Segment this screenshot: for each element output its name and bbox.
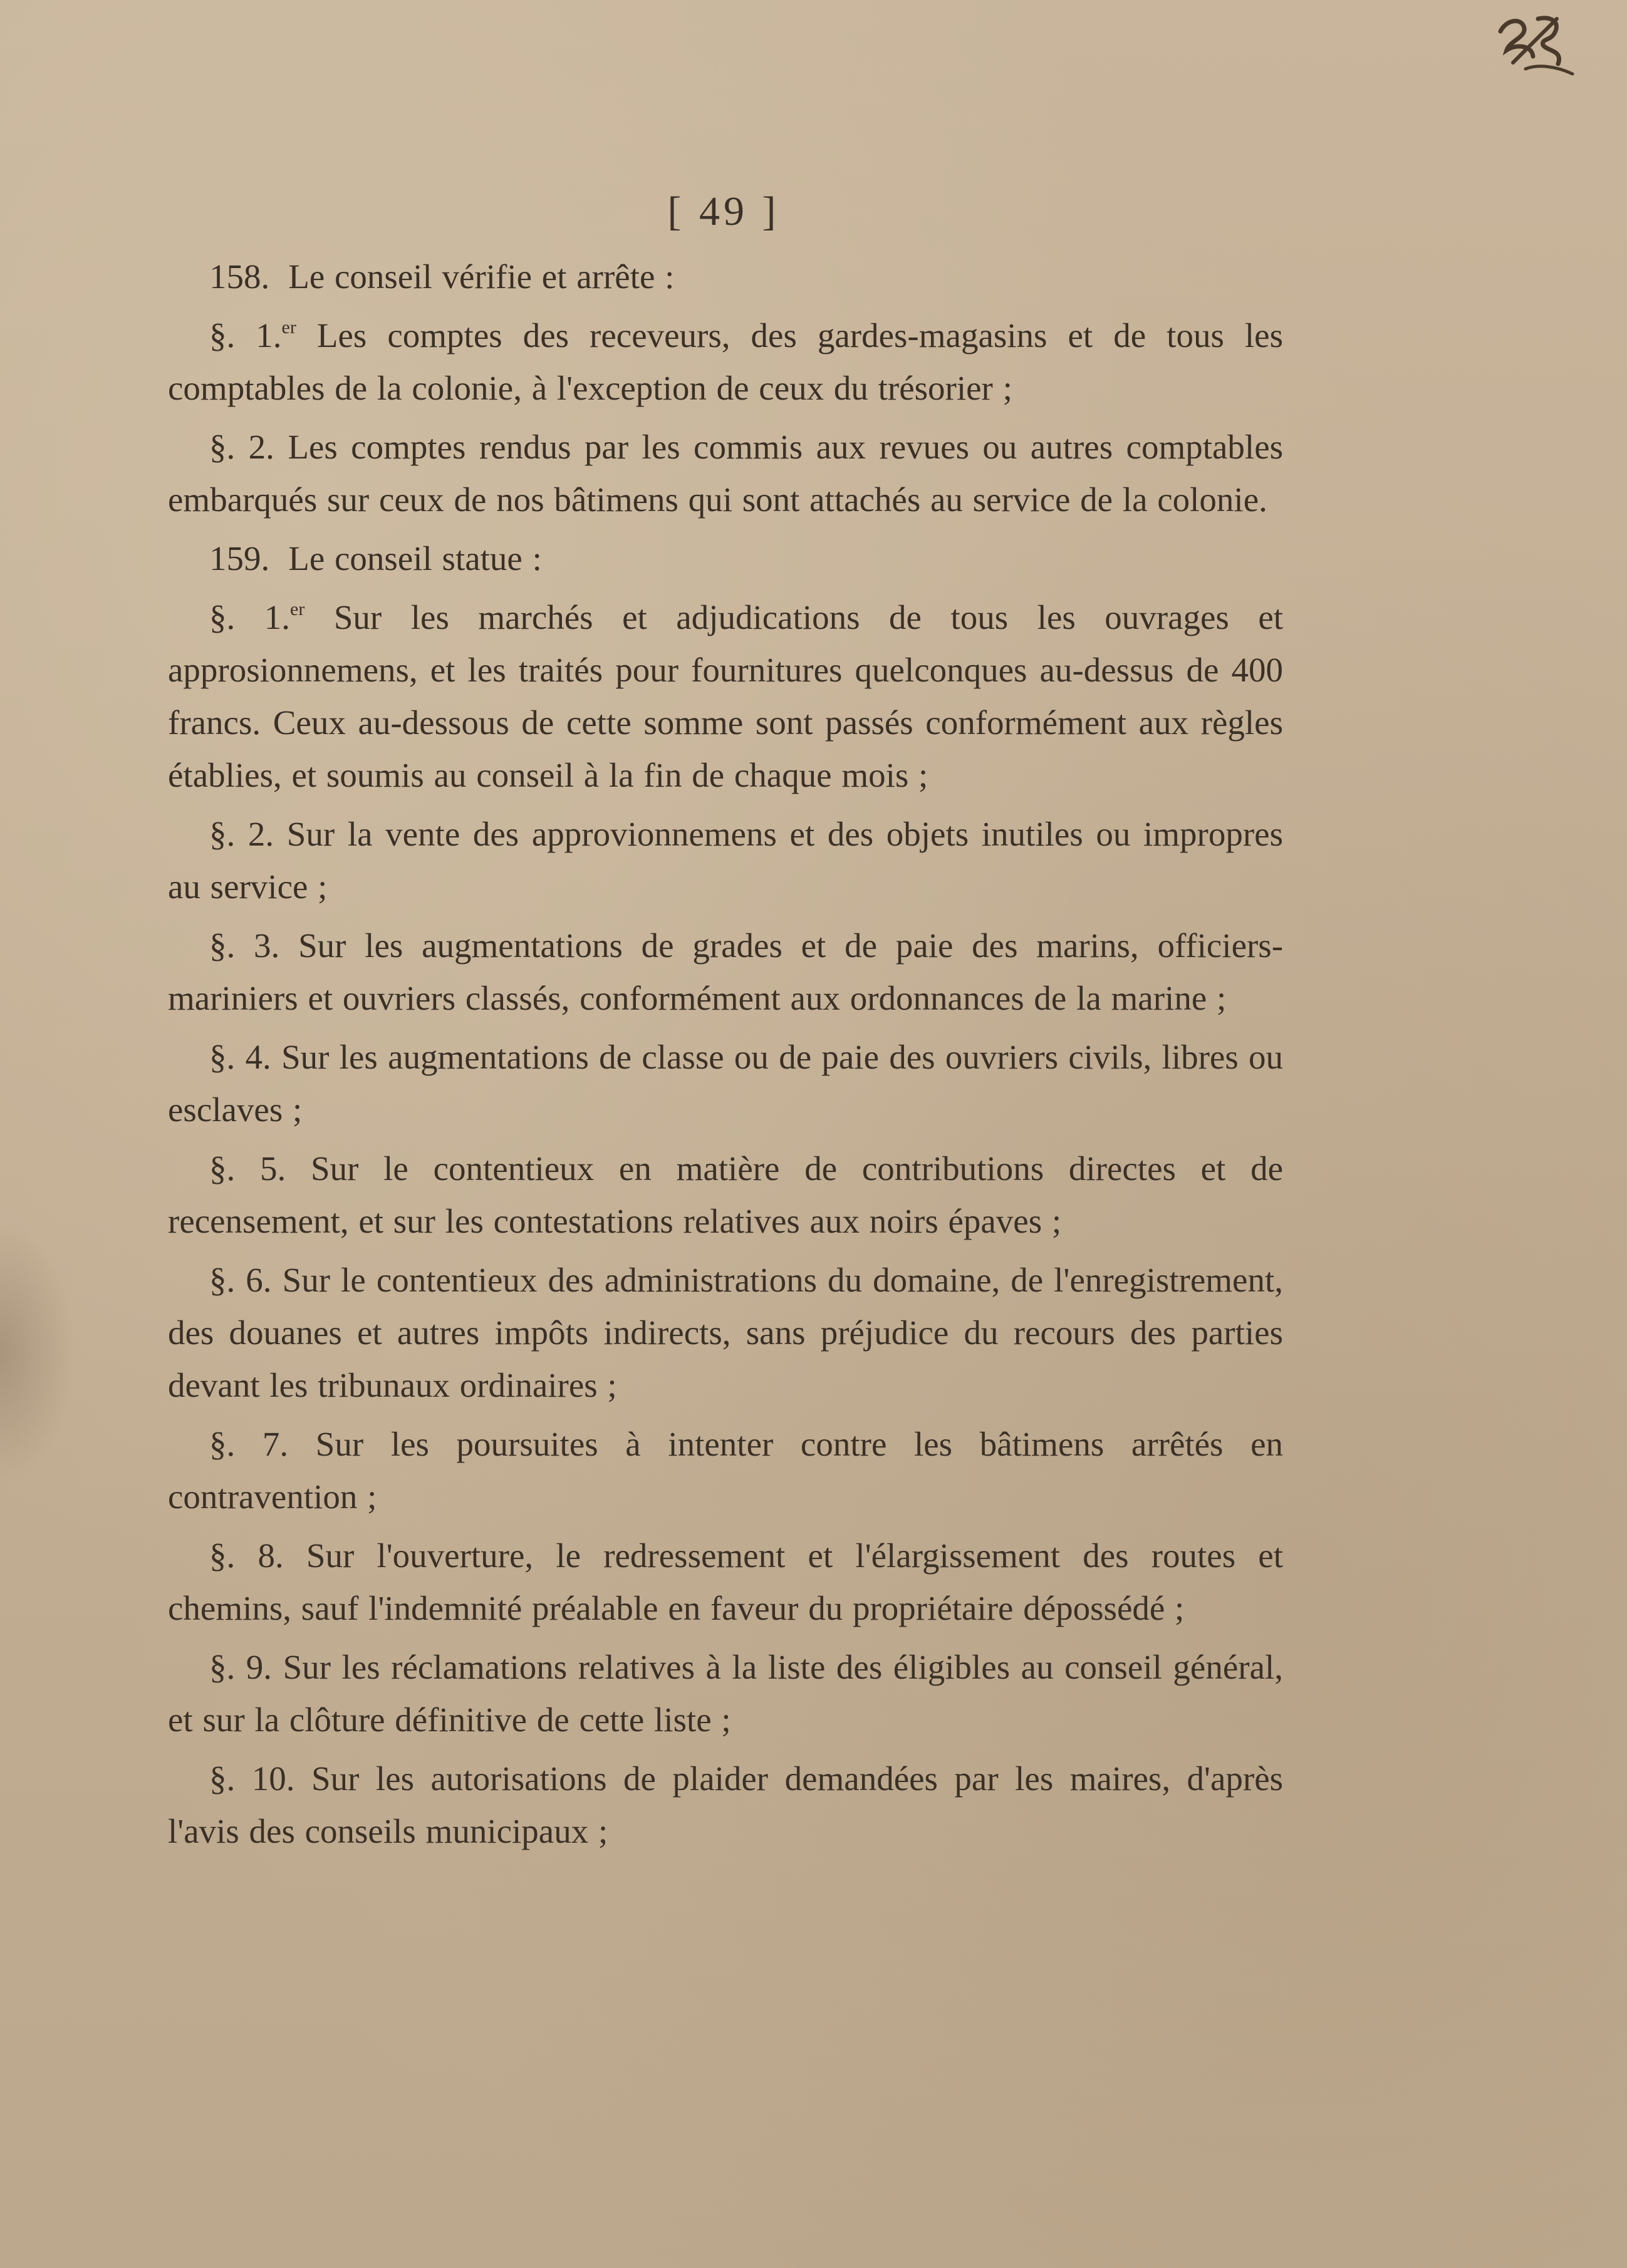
clause-159-1 [168, 591, 1283, 802]
clause-number: §. 5. [209, 1149, 286, 1188]
clause-number: §. 9. [209, 1648, 273, 1686]
clause-superscript: er [290, 599, 305, 619]
clause-superscript: er [281, 317, 296, 338]
article-158 [168, 251, 1283, 303]
page-number: [ 49 ] [667, 189, 780, 234]
clause-159-5 [168, 1142, 1283, 1248]
clause-text: Sur le contentieux en matière de contributions directes et de recensement, et sur les contestations relatives aux noirs épaves ; [168, 1149, 1283, 1240]
clause-158-1 [168, 309, 1283, 415]
clause-number: §. 8. [209, 1536, 284, 1575]
article-number: 159. [209, 539, 270, 577]
clause-text: Sur les augmentations de classe ou de paie des ouvriers civils, libres ou esclaves ; [168, 1038, 1284, 1129]
article-number: 158. [209, 257, 270, 296]
clause-text: Sur les marchés et adjudications de tous les ouvrages et approsionnemens, et les traités pour fournitures quelconques au-dessus de 400 francs. Ceux au-dessous de cette somme sont passés conformément aux règles établies, et soumis au conseil à la fin de chaque mois ; [168, 598, 1284, 794]
clause-text: Sur les réclamations relatives à la liste des éligibles au conseil général, et sur la clôture définitive de cette liste ; [168, 1648, 1284, 1739]
clause-number: §. 2. [209, 815, 274, 853]
clause-number: §. 3. [209, 926, 280, 965]
clause-text: Sur le contentieux des administrations du domaine, de l'enregistrement, des douanes et autres impôts indirects, sans préjudice du recours des parties devant les tribunaux ordinaires ; [168, 1261, 1283, 1404]
clause-158-2 [168, 421, 1283, 526]
document-body [168, 251, 1283, 1864]
clause-159-8 [168, 1530, 1283, 1635]
clause-number: §. 4. [209, 1038, 271, 1076]
article-159 [168, 532, 1283, 585]
clause-159-9 [168, 1641, 1283, 1746]
clause-number: §. 2. [209, 428, 274, 466]
clause-text: Sur les augmentations de grades et de paie des marins, officiers-mariniers et ouvriers classés, conformément aux ordonnances de la marine ; [168, 926, 1284, 1017]
article-intro: Le conseil statue : [288, 539, 542, 577]
clause-text: Les comptes rendus par les commis aux revues ou autres comptables embarqués sur ceux de nos bâtimens qui sont attachés au service de la colonie. [168, 428, 1284, 519]
clause-number: §. 10. [209, 1759, 295, 1798]
clause-159-2 [168, 808, 1283, 913]
clause-number: §. 1. [209, 316, 282, 355]
clause-number: §. 6. [209, 1261, 272, 1299]
handwritten-folio-mark [1488, 6, 1582, 81]
clause-159-7 [168, 1418, 1283, 1523]
clause-text: Sur les poursuites à intenter contre les bâtimens arrêtés en contravention ; [168, 1425, 1284, 1516]
clause-159-10 [168, 1753, 1283, 1858]
clause-159-4 [168, 1031, 1283, 1136]
page-stain [0, 1221, 75, 1484]
clause-159-3 [168, 919, 1283, 1025]
clause-text: Les comptes des receveurs, des gardes-magasins et de tous les comptables de la colonie, à l'exception de ceux du trésorier ; [168, 316, 1283, 407]
clause-number: §. 1. [209, 598, 291, 636]
article-intro: Le conseil vérifie et arrête : [288, 257, 675, 296]
clause-number: §. 7. [209, 1425, 289, 1463]
clause-text: Sur l'ouverture, le redressement et l'élargissement des routes et chemins, sauf l'indemnité préalable en faveur du propriétaire dépossédé ; [168, 1536, 1283, 1627]
clause-159-6 [168, 1254, 1283, 1412]
clause-text: Sur la vente des approvionnemens et des objets inutiles ou impropres au service ; [168, 815, 1283, 906]
clause-text: Sur les autorisations de plaider demandées par les maires, d'après l'avis des conseils municipaux ; [168, 1759, 1284, 1850]
